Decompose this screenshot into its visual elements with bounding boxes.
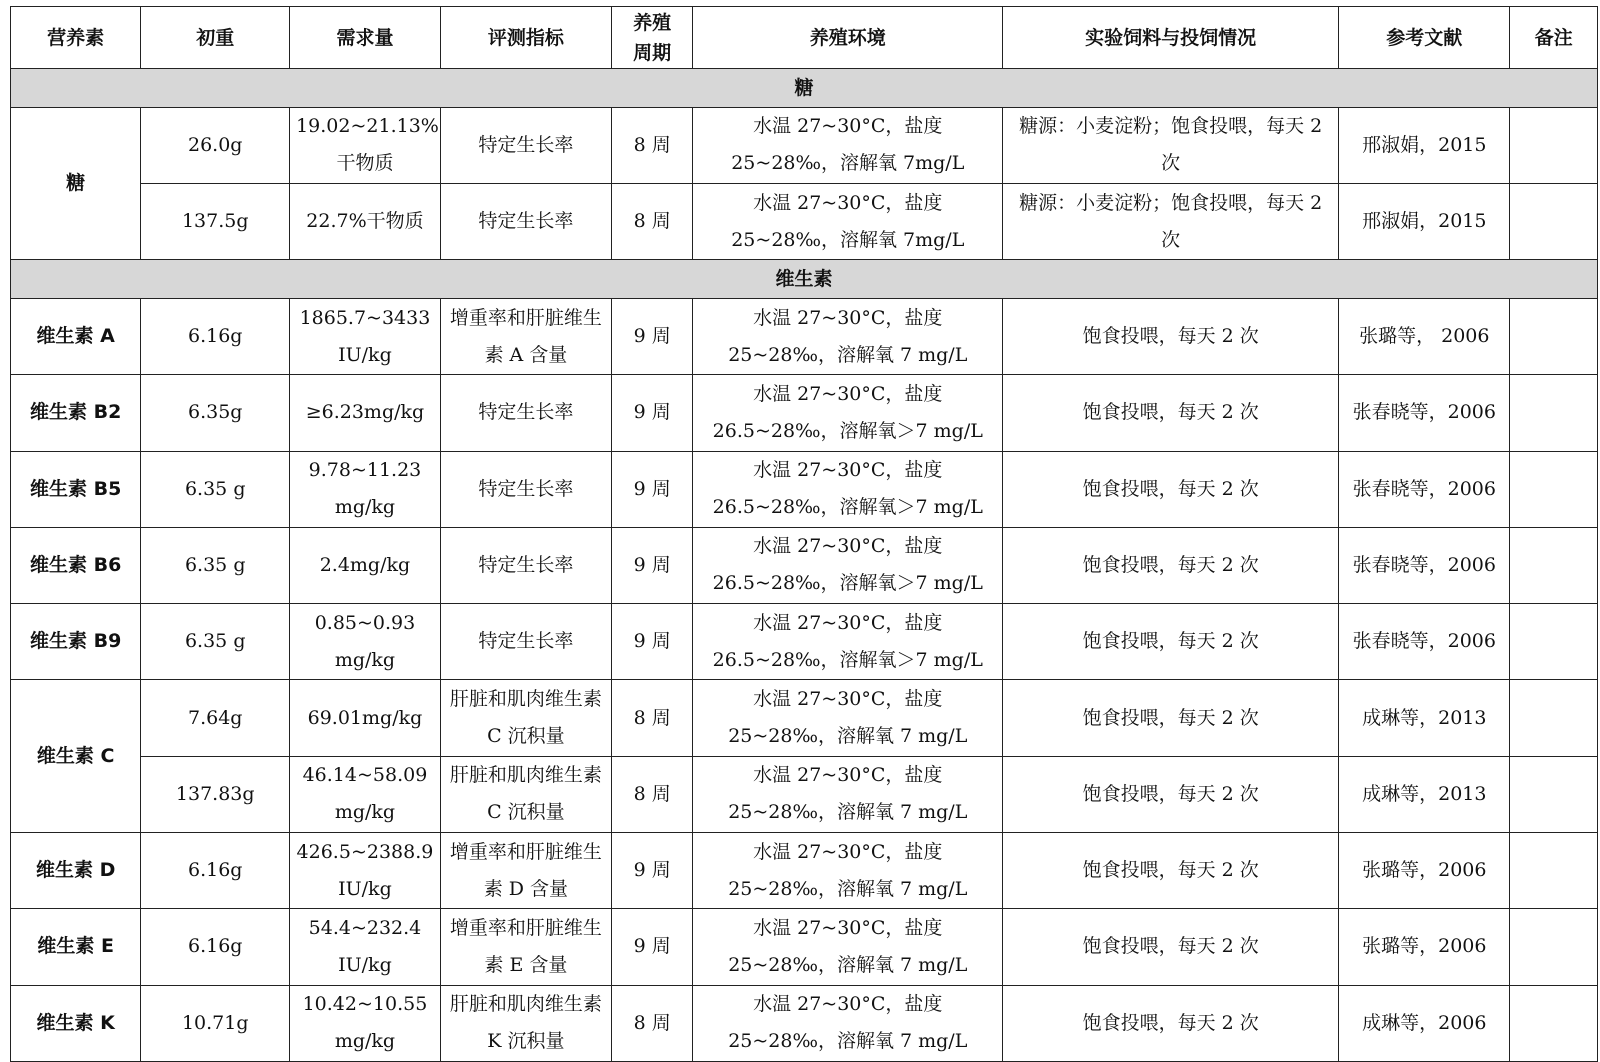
- reference-cell: 成琳等，2006: [1339, 985, 1510, 1061]
- requirement-cell: 46.14~58.09 mg/kg: [290, 756, 441, 832]
- feed-cell: 饱食投喂，每天 2 次: [1003, 985, 1339, 1061]
- requirement-cell: 10.42~10.55 mg/kg: [290, 985, 441, 1061]
- table-header-row: [11, 7, 1598, 69]
- feed-cell: 饱食投喂，每天 2 次: [1003, 451, 1339, 527]
- environment-cell: 水温 27~30°C，盐度 26.5~28‰，溶解氧＞7 mg/L: [693, 451, 1003, 527]
- weight-cell: 10.71g: [141, 985, 290, 1061]
- note-cell: [1510, 985, 1598, 1061]
- nutrient-cell: 维生素 B5: [11, 451, 141, 527]
- period-cell: 9 周: [611, 604, 692, 680]
- feed-cell: 糖源：小麦淀粉；饱食投喂，每天 2 次: [1003, 183, 1339, 259]
- reference-cell: 邢淑娟，2015: [1339, 107, 1510, 183]
- note-cell: [1510, 527, 1598, 603]
- feed-cell: 饱食投喂，每天 2 次: [1003, 756, 1339, 832]
- period-cell: 9 周: [611, 909, 692, 985]
- header-note: 备注: [1510, 7, 1598, 69]
- environment-cell: 水温 27~30°C，盐度 26.5~28‰，溶解氧＞7 mg/L: [693, 527, 1003, 603]
- weight-cell: 6.16g: [141, 909, 290, 985]
- table-row: [11, 183, 1598, 259]
- table-row: [11, 604, 1598, 680]
- reference-cell: 张春晓等，2006: [1339, 527, 1510, 603]
- section-title: 维生素: [11, 260, 1598, 299]
- reference-cell: 张春晓等，2006: [1339, 604, 1510, 680]
- requirement-cell: ≥6.23mg/kg: [290, 375, 441, 451]
- weight-cell: 6.35g: [141, 375, 290, 451]
- requirement-cell: 54.4~232.4 IU/kg: [290, 909, 441, 985]
- header-feed: 实验饲料与投饲情况: [1003, 7, 1339, 69]
- environment-cell: 水温 27~30°C，盐度 26.5~28‰，溶解氧＞7 mg/L: [693, 375, 1003, 451]
- table-row: [11, 680, 1598, 756]
- reference-cell: 张璐等，2006: [1339, 832, 1510, 908]
- weight-cell: 26.0g: [141, 107, 290, 183]
- indicator-cell: 肝脏和肌肉维生素 K 沉积量: [440, 985, 611, 1061]
- nutrient-cell: 维生素 B9: [11, 604, 141, 680]
- note-cell: [1510, 909, 1598, 985]
- feed-cell: 饱食投喂，每天 2 次: [1003, 375, 1339, 451]
- requirement-cell: 0.85~0.93 mg/kg: [290, 604, 441, 680]
- period-cell: 8 周: [611, 680, 692, 756]
- reference-cell: 成琳等，2013: [1339, 756, 1510, 832]
- nutrient-requirement-table: [10, 6, 1598, 1062]
- header-initial-weight: 初重: [141, 7, 290, 69]
- table-row: [11, 451, 1598, 527]
- weight-cell: 137.5g: [141, 183, 290, 259]
- note-cell: [1510, 832, 1598, 908]
- period-cell: 9 周: [611, 832, 692, 908]
- note-cell: [1510, 680, 1598, 756]
- header-indicator: 评测指标: [440, 7, 611, 69]
- nutrient-cell: 维生素 B2: [11, 375, 141, 451]
- reference-cell: 成琳等，2013: [1339, 680, 1510, 756]
- period-cell: 9 周: [611, 298, 692, 374]
- requirement-cell: 1865.7~3433 IU/kg: [290, 298, 441, 374]
- requirement-cell: 19.02~21.13%干物质: [290, 107, 441, 183]
- table-row: [11, 527, 1598, 603]
- note-cell: [1510, 298, 1598, 374]
- weight-cell: 6.16g: [141, 298, 290, 374]
- reference-cell: 邢淑娟，2015: [1339, 183, 1510, 259]
- table-row: [11, 909, 1598, 985]
- section-title: 糖: [11, 69, 1598, 108]
- environment-cell: 水温 27~30°C，盐度 25~28‰，溶解氧 7mg/L: [693, 107, 1003, 183]
- requirement-cell: 426.5~2388.9 IU/kg: [290, 832, 441, 908]
- feed-cell: 饱食投喂，每天 2 次: [1003, 909, 1339, 985]
- weight-cell: 7.64g: [141, 680, 290, 756]
- note-cell: [1510, 107, 1598, 183]
- weight-cell: 6.35 g: [141, 527, 290, 603]
- feed-cell: 饱食投喂，每天 2 次: [1003, 604, 1339, 680]
- table-row: [11, 832, 1598, 908]
- requirement-cell: 69.01mg/kg: [290, 680, 441, 756]
- feed-cell: 饱食投喂，每天 2 次: [1003, 832, 1339, 908]
- header-period: [611, 7, 692, 69]
- indicator-cell: 特定生长率: [440, 527, 611, 603]
- indicator-cell: 特定生长率: [440, 375, 611, 451]
- header-requirement: 需求量: [290, 7, 441, 69]
- section-row-sugar: [11, 69, 1598, 108]
- indicator-cell: 特定生长率: [440, 451, 611, 527]
- requirement-cell: 9.78~11.23 mg/kg: [290, 451, 441, 527]
- indicator-cell: 增重率和肝脏维生素 D 含量: [440, 832, 611, 908]
- indicator-cell: 特定生长率: [440, 183, 611, 259]
- nutrient-cell: 维生素 E: [11, 909, 141, 985]
- weight-cell: 6.35 g: [141, 604, 290, 680]
- reference-cell: 张春晓等，2006: [1339, 375, 1510, 451]
- reference-cell: 张璐等， 2006: [1339, 298, 1510, 374]
- reference-cell: 张春晓等，2006: [1339, 451, 1510, 527]
- reference-cell: 张璐等，2006: [1339, 909, 1510, 985]
- header-reference: 参考文献: [1339, 7, 1510, 69]
- note-cell: [1510, 451, 1598, 527]
- nutrient-cell: 糖: [11, 107, 141, 260]
- indicator-cell: 特定生长率: [440, 107, 611, 183]
- feed-cell: 糖源：小麦淀粉；饱食投喂，每天 2 次: [1003, 107, 1339, 183]
- nutrient-cell: 维生素 D: [11, 832, 141, 908]
- feed-cell: 饱食投喂，每天 2 次: [1003, 298, 1339, 374]
- note-cell: [1510, 756, 1598, 832]
- period-cell: 8 周: [611, 756, 692, 832]
- note-cell: [1510, 375, 1598, 451]
- environment-cell: 水温 27~30°C，盐度 26.5~28‰，溶解氧＞7 mg/L: [693, 604, 1003, 680]
- period-cell: 9 周: [611, 527, 692, 603]
- nutrient-cell: 维生素 K: [11, 985, 141, 1061]
- table-row: [11, 375, 1598, 451]
- table-row: [11, 107, 1598, 183]
- period-cell: 8 周: [611, 183, 692, 259]
- nutrient-cell: 维生素 C: [11, 680, 141, 833]
- section-row-vitamins: [11, 260, 1598, 299]
- header-environment: 养殖环境: [693, 7, 1003, 69]
- indicator-cell: 特定生长率: [440, 604, 611, 680]
- environment-cell: 水温 27~30°C，盐度 25~28‰，溶解氧 7 mg/L: [693, 832, 1003, 908]
- requirement-cell: 22.7%干物质: [290, 183, 441, 259]
- weight-cell: 6.16g: [141, 832, 290, 908]
- period-cell: 9 周: [611, 451, 692, 527]
- environment-cell: 水温 27~30°C，盐度 25~28‰，溶解氧 7mg/L: [693, 183, 1003, 259]
- weight-cell: 137.83g: [141, 756, 290, 832]
- requirement-cell: 2.4mg/kg: [290, 527, 441, 603]
- environment-cell: 水温 27~30°C，盐度 25~28‰，溶解氧 7 mg/L: [693, 680, 1003, 756]
- feed-cell: 饱食投喂，每天 2 次: [1003, 680, 1339, 756]
- feed-cell: 饱食投喂，每天 2 次: [1003, 527, 1339, 603]
- period-cell: 8 周: [611, 985, 692, 1061]
- nutrient-cell: 维生素 B6: [11, 527, 141, 603]
- table-row: [11, 298, 1598, 374]
- table-row: [11, 985, 1598, 1061]
- environment-cell: 水温 27~30°C，盐度 25~28‰，溶解氧 7 mg/L: [693, 756, 1003, 832]
- indicator-cell: 肝脏和肌肉维生素 C 沉积量: [440, 756, 611, 832]
- indicator-cell: 增重率和肝脏维生素 A 含量: [440, 298, 611, 374]
- environment-cell: 水温 27~30°C，盐度 25~28‰，溶解氧 7 mg/L: [693, 985, 1003, 1061]
- header-nutrient: 营养素: [11, 7, 141, 69]
- note-cell: [1510, 183, 1598, 259]
- indicator-cell: 增重率和肝脏维生素 E 含量: [440, 909, 611, 985]
- table-row: [11, 756, 1598, 832]
- period-cell: 8 周: [611, 107, 692, 183]
- environment-cell: 水温 27~30°C，盐度 25~28‰，溶解氧 7 mg/L: [693, 298, 1003, 374]
- note-cell: [1510, 604, 1598, 680]
- indicator-cell: 肝脏和肌肉维生素 C 沉积量: [440, 680, 611, 756]
- period-cell: 9 周: [611, 375, 692, 451]
- environment-cell: 水温 27~30°C，盐度 25~28‰，溶解氧 7 mg/L: [693, 909, 1003, 985]
- weight-cell: 6.35 g: [141, 451, 290, 527]
- nutrient-cell: 维生素 A: [11, 298, 141, 374]
- header-period-text: 养殖周期: [633, 11, 672, 64]
